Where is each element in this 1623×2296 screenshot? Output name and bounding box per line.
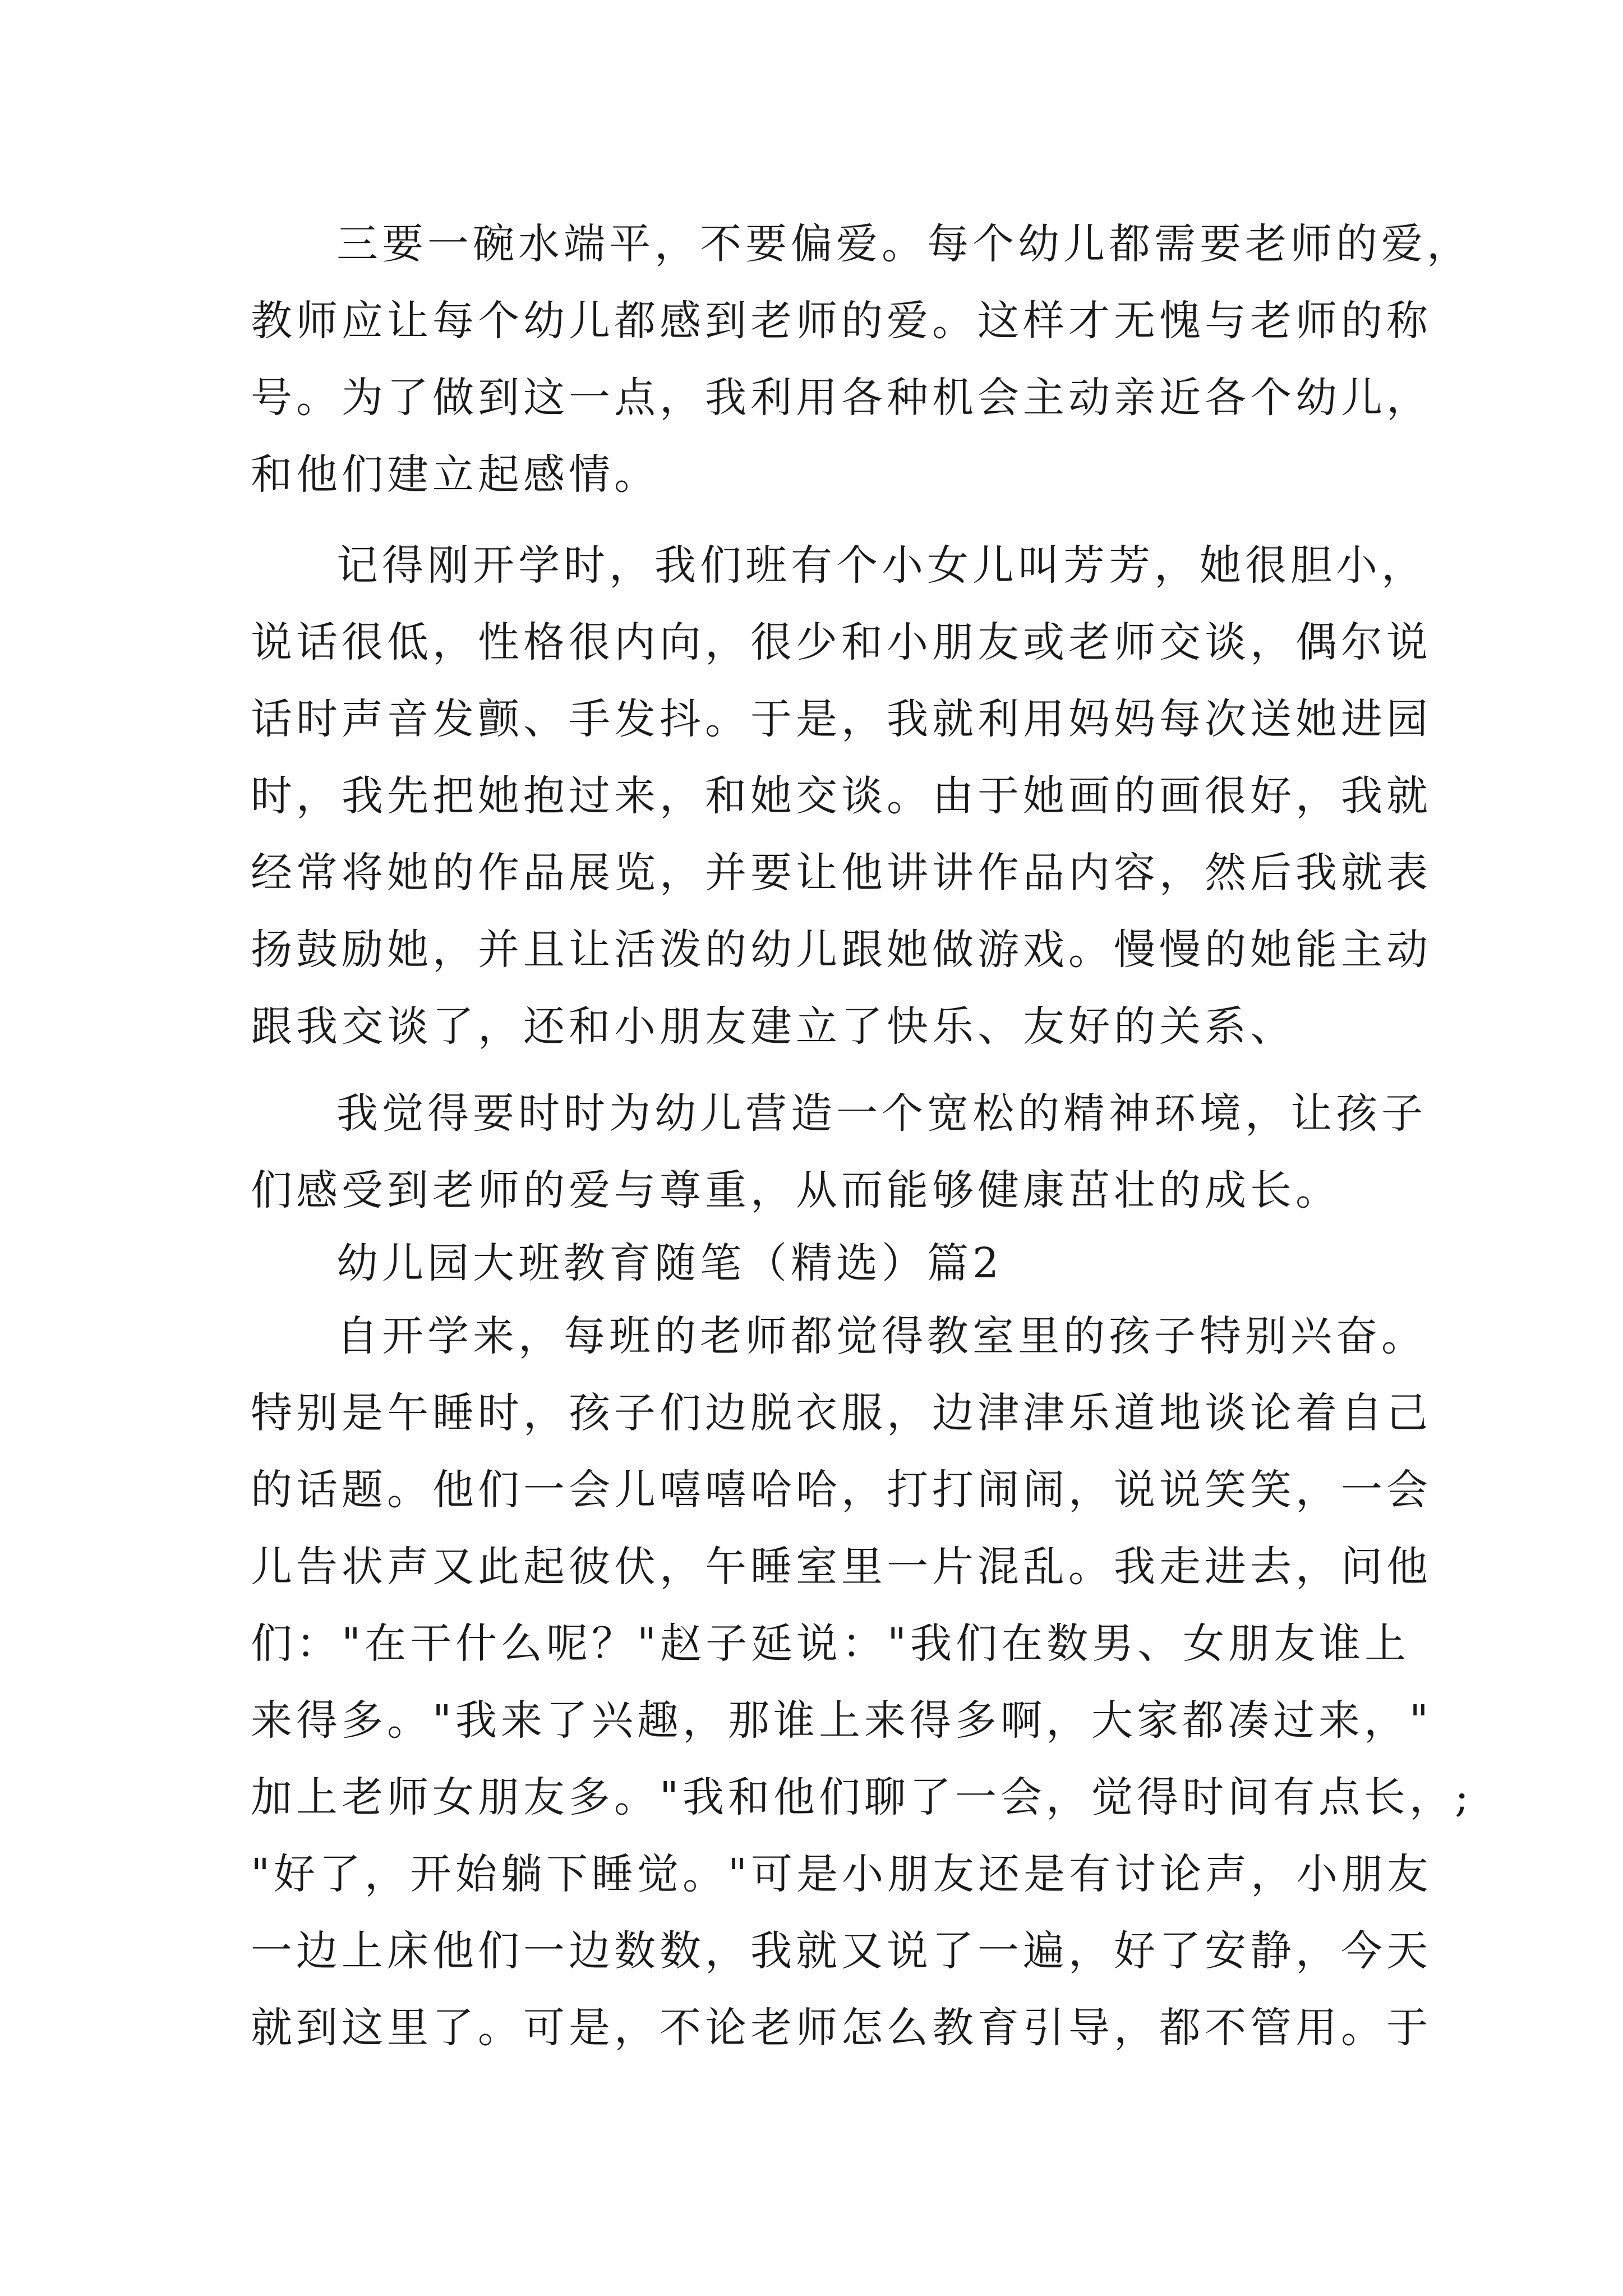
paragraph-4-line-8: "好了，开始躺下睡觉。"可是小朋友还是有讨论声，小朋友 <box>251 1850 1433 1898</box>
paragraph-4-line-5: 们："在干什么呢？"赵子延说："我们在数男、女朋友谁上 <box>251 1619 1410 1668</box>
paragraph-2-line-5: 经常将她的作品展览，并要让他讲讲作品内容，然后我就表 <box>251 849 1432 897</box>
paragraph-3-line-2: 们感受到老师的爱与尊重，从而能够健康茁壮的成长。 <box>251 1166 1341 1214</box>
paragraph-2-line-3: 话时声音发颤、手发抖。于是，我就利用妈妈每次送她进园 <box>251 695 1432 743</box>
paragraph-2-line-7: 跟我交谈了，还和小朋友建立了快乐、友好的关系、 <box>251 1002 1295 1051</box>
paragraph-2-line-2: 说话很低，性格很内向，很少和小朋友或老师交谈，偶尔说 <box>251 618 1432 666</box>
paragraph-2-line-4: 时，我先把她抱过来，和她交谈。由于她画的画很好，我就 <box>251 772 1432 820</box>
paragraph-4-line-1: 自开学来，每班的老师都觉得教室里的孩子特别兴奋。 <box>336 1312 1427 1360</box>
section-heading: 幼儿园大班教育随笔（精选）篇2 <box>336 1239 1003 1287</box>
paragraph-2-line-6: 扬鼓励她，并且让活泼的幼儿跟她做游戏。慢慢的她能主动 <box>251 926 1432 974</box>
paragraph-1-line-2: 教师应让每个幼儿都感到老师的爱。这样才无愧与老师的称 <box>251 297 1432 345</box>
paragraph-1-line-4: 和他们建立起感情。 <box>251 450 660 499</box>
paragraph-4-line-6: 来得多。"我来了兴趣，那谁上来得多啊，大家都凑过来，" <box>251 1696 1433 1745</box>
paragraph-2-line-1: 记得刚开学时，我们班有个小女儿叫芳芳，她很胆小， <box>336 541 1427 590</box>
paragraph-3-line-1: 我觉得要时时为幼儿营造一个宽松的精神环境，让孩子 <box>336 1089 1427 1138</box>
paragraph-4-line-3: 的话题。他们一会儿嘻嘻哈哈，打打闹闹，说说笑笑，一会 <box>251 1466 1432 1514</box>
paragraph-1-line-3: 号。为了做到这一点，我利用各种机会主动亲近各个幼儿， <box>251 374 1432 422</box>
paragraph-4-line-10: 就到这里了。可是，不论老师怎么教育引导，都不管用。于 <box>251 2004 1432 2052</box>
paragraph-4-line-2: 特别是午睡时，孩子们边脱衣服，边津津乐道地谈论着自己 <box>251 1389 1432 1437</box>
paragraph-1-line-1: 三要一碗水端平，不要偏爱。每个幼儿都需要老师的爱， <box>336 220 1472 268</box>
paragraph-4-line-7: 加上老师女朋友多。"我和他们聊了一会，觉得时间有点长，; <box>251 1773 1473 1821</box>
paragraph-4-line-9: 一边上床他们一边数数，我就又说了一遍，好了安静，今天 <box>251 1927 1432 1975</box>
paragraph-4-line-4: 儿告状声又此起彼伏，午睡室里一片混乱。我走进去，问他 <box>251 1543 1432 1591</box>
